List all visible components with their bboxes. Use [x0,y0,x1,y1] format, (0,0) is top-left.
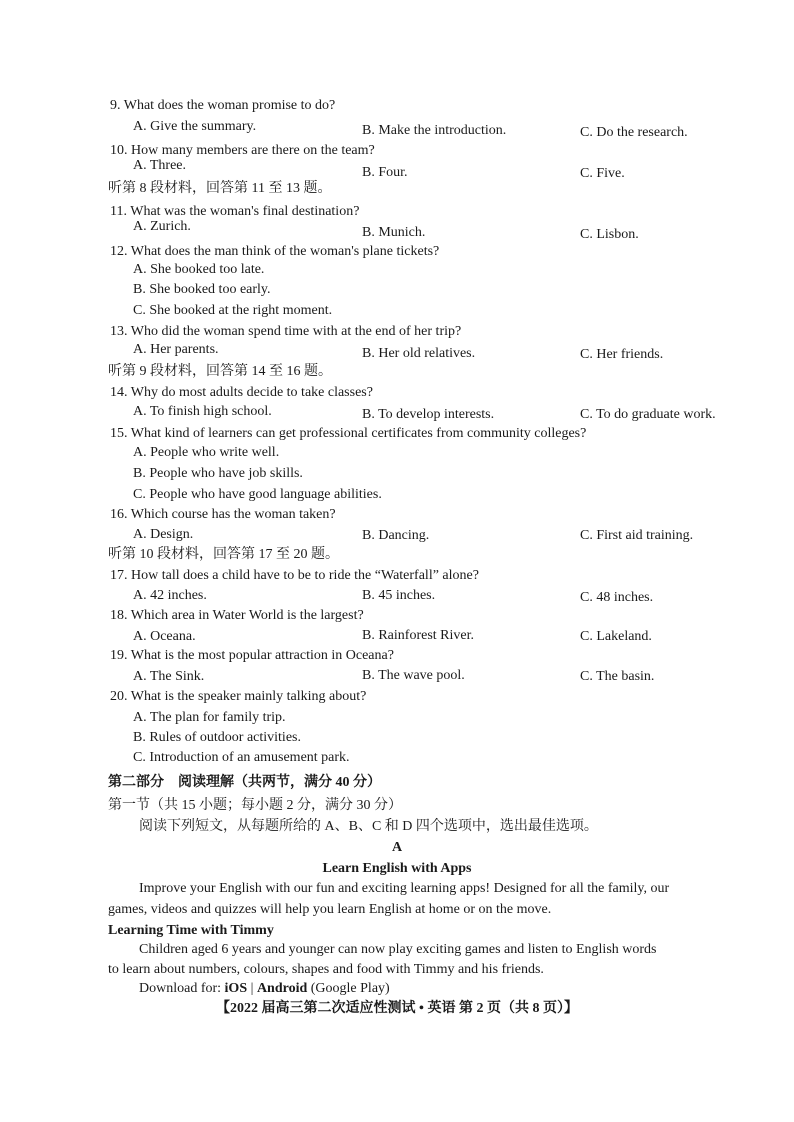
question-13: 13. Who did the woman spend time with at the end of her trip? [110,324,462,339]
q12-option-c: C. She booked at the right moment. [133,303,333,318]
question-14: 14. Why do most adults decide to take classes? [110,385,373,400]
question-18: 18. Which area in Water World is the largest? [110,608,364,623]
q11-option-a: A. Zurich. [133,219,191,234]
download-prefix: Download for: [139,981,225,996]
reading-instructions: 阅读下列短文，从每题所给的 A、B、C 和 D 四个选项中，选出最佳选项。 [139,819,598,834]
question-9: 9. What does the woman promise to do? [110,98,336,113]
q16-option-a: A. Design. [133,527,194,542]
q11-option-c: C. Lisbon. [580,227,639,242]
q19-option-b: B. The wave pool. [362,668,465,683]
q17-option-a: A. 42 inches. [133,588,207,603]
reading-part-title: 第二部分 阅读理解（共两节，满分 40 分） [108,775,381,790]
q15-option-c: C. People who have good language abilities. [133,487,382,502]
question-11: 11. What was the woman's final destination? [110,204,360,219]
listening-section-9: 听第 9 段材料，回答第 14 至 16 题。 [108,364,332,379]
q9-option-b: B. Make the introduction. [362,123,507,138]
app-timmy-line-1: Children aged 6 years and younger can now play exciting games and listen to English words [139,942,657,957]
download-separator: | [247,981,257,996]
q9-option-a: A. Give the summary. [133,119,257,134]
q12-option-a: A. She booked too late. [133,262,265,277]
q19-option-a: A. The Sink. [133,669,205,684]
download-suffix: (Google Play) [307,981,390,996]
q14-option-b: B. To develop interests. [362,407,495,422]
question-20: 20. What is the speaker mainly talking about? [110,689,367,704]
q13-option-c: C. Her friends. [580,347,664,362]
q15-option-a: A. People who write well. [133,445,280,460]
passage-intro-line-2: games, videos and quizzes will help you learn English at home or on the move. [108,902,552,917]
q12-option-b: B. She booked too early. [133,282,271,297]
q18-option-b: B. Rainforest River. [362,628,474,643]
q20-option-b: B. Rules of outdoor activities. [133,730,301,745]
q17-option-c: C. 48 inches. [580,590,654,605]
listening-section-8: 听第 8 段材料，回答第 11 至 13 题。 [108,181,332,196]
q17-option-b: B. 45 inches. [362,588,436,603]
q15-option-b: B. People who have job skills. [133,466,303,481]
question-17: 17. How tall does a child have to be to ride the “Waterfall” alone? [110,568,479,583]
q11-option-b: B. Munich. [362,225,426,240]
passage-title: Learn English with Apps [322,861,472,876]
download-line [139,980,390,998]
q13-option-a: A. Her parents. [133,342,219,357]
q19-option-c: C. The basin. [580,669,655,684]
app-title-timmy: Learning Time with Timmy [108,923,274,938]
question-10: 10. How many members are there on the team? [110,143,375,158]
passage-intro-line-1: Improve your English with our fun and exciting learning apps! Designed for all the family, our [139,881,670,896]
app-timmy-line-2: to learn about numbers, colours, shapes and food with Timmy and his friends. [108,962,544,977]
q20-option-a: A. The plan for family trip. [133,710,286,725]
passage-letter: A [391,840,403,855]
q14-option-c: C. To do graduate work. [580,407,716,422]
listening-section-10: 听第 10 段材料，回答第 17 至 20 题。 [108,547,339,562]
q10-option-c: C. Five. [580,166,625,181]
question-12: 12. What does the man think of the woman's plane tickets? [110,244,440,259]
q16-option-c: C. First aid training. [580,528,694,543]
q14-option-a: A. To finish high school. [133,404,272,419]
q13-option-b: B. Her old relatives. [362,346,476,361]
q10-option-a: A. Three. [133,158,186,173]
q18-option-c: C. Lakeland. [580,629,652,644]
reading-section-title: 第一节（共 15 小题；每小题 2 分，满分 30 分） [108,798,402,813]
question-15: 15. What kind of learners can get professional certificates from community colleges? [110,426,587,441]
question-19: 19. What is the most popular attraction in Oceana? [110,648,394,663]
question-16: 16. Which course has the woman taken? [110,507,336,522]
q9-option-c: C. Do the research. [580,125,688,140]
download-ios: iOS [224,981,248,996]
q18-option-a: A. Oceana. [133,629,196,644]
q20-option-c: C. Introduction of an amusement park. [133,750,350,765]
q16-option-b: B. Dancing. [362,528,430,543]
page-footer: 【2022 届高三第二次适应性测试 • 英语 第 2 页（共 8 页）】 [216,1001,578,1016]
download-android: Android [256,981,308,996]
q10-option-b: B. Four. [362,165,408,180]
